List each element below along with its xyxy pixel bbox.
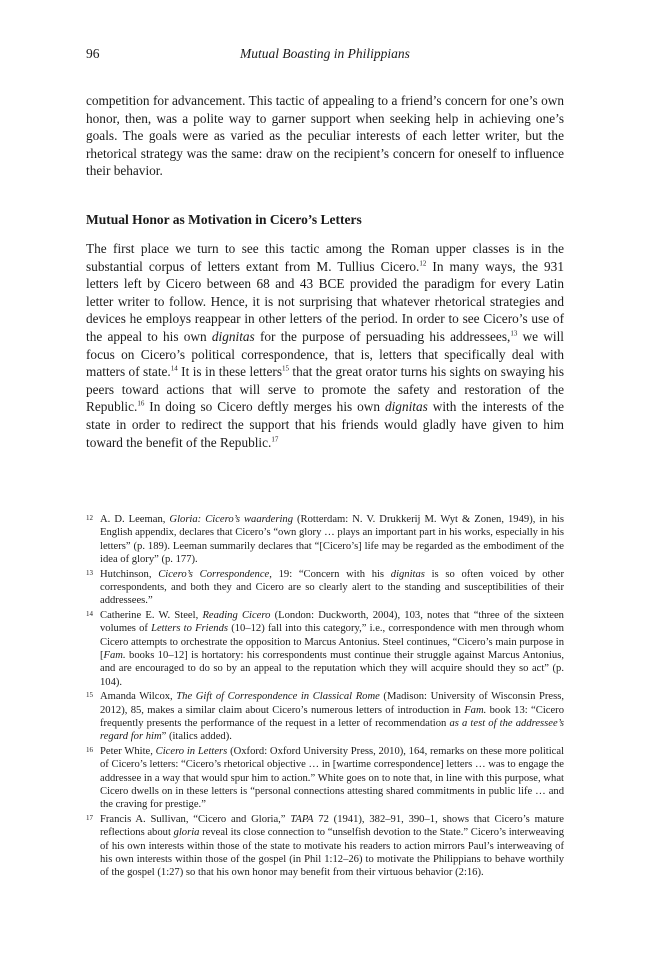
italic-term: dignitas <box>211 328 255 344</box>
note-title: Cicero’s Correspondence <box>158 568 270 580</box>
text-run: It is in these letters <box>177 364 282 380</box>
note-title: TAPA <box>290 814 314 826</box>
text-run: The first place we turn to see this tactic among the Roman upper classes is in the substantial corpus of letters extant from M. Tullius Cicero. <box>86 241 564 274</box>
footnote-ref-14[interactable]: 14 <box>170 364 178 373</box>
note-title: Cicero in Letters <box>155 746 228 758</box>
note-italic: Fam. <box>464 704 487 716</box>
note-italic: gloria <box>173 827 200 839</box>
text-run: for the purpose of persuading his addressees, <box>254 328 511 344</box>
footnote-number: 14 <box>86 610 93 619</box>
footnote-ref-13[interactable]: 13 <box>510 329 518 338</box>
note-text: , 19: “Concern with his <box>269 568 391 580</box>
note-text: (Oxford: Oxford University Press, 2010), 164, remarks on these more political of Cicero’s letters: “Cicero’s rhetorical objective … in [wartime correspondence] letters … was to engage the addressee in a way that would spur him to action.” White goes on to note that, in line with this purpose, what Cicero dwells on in these letters is “personal connections attesting shared commitments in public life … and the craving for prestige.” <box>100 746 565 811</box>
footnote-ref-15[interactable]: 15 <box>282 364 289 373</box>
note-text: is so often voiced by other correspondents, and both they and Cicero are so clearly alert to the standing and susceptibilities of their addressees.” <box>100 568 564 607</box>
note-text: books 10–12] is hortatory: his correspondents must continue their struggle against Marcus Antonius, and are encouraged to do so by an appeal to the reputation which they will acquire should they so act” (p. 104). <box>100 649 564 688</box>
footnote-16 <box>86 745 564 811</box>
note-title: The Gift of Correspondence in Classical Rome <box>176 691 380 703</box>
footnote-number: 16 <box>86 746 93 755</box>
paragraph-cicero <box>86 240 564 451</box>
footnote-13 <box>86 568 564 608</box>
note-text: ” (italics added). <box>161 731 232 743</box>
footnote-number: 15 <box>86 691 93 700</box>
footnote-ref-16[interactable]: 16 <box>137 399 145 408</box>
italic-term: dignitas <box>384 399 428 415</box>
note-text: Amanda Wilcox, <box>100 691 177 703</box>
text-run: that the great orator turns his sights on swaying his peers toward actions that will serve to promote the safety and restoration of the Republic. <box>86 364 564 415</box>
footnote-15 <box>86 690 564 743</box>
section-heading: Mutual Honor as Motivation in Cicero’s Letters <box>86 212 362 227</box>
footnote-ref-12[interactable]: 12 <box>419 259 427 268</box>
footnote-number: 12 <box>86 514 93 522</box>
footnote-14 <box>86 609 564 689</box>
note-text: 72 (1941), 382–91, 390–1, shows that Cicero’s mature reflections about <box>100 814 565 839</box>
footnote-number: 17 <box>86 814 93 823</box>
note-title: Reading Cicero <box>202 610 271 622</box>
footnote-12 <box>86 513 564 566</box>
paragraph-continued: competition for advancement. This tactic of appealing to a friend’s concern for one’s own honor, then, was a polite way to garner support when seeking help in achieving one’s goals. The goals were as varied as the peculiar interests of each letter writer, but the rhetorical strategy was the same: draw on the recipient’s concern for oneself to influence their behavior. <box>86 93 564 179</box>
text-run: we will focus on Cicero’s political correspondence, that is, letters that specifically deal with matters of state. <box>86 328 565 380</box>
note-text: A. D. Leeman, <box>100 514 170 525</box>
footnote-ref-17[interactable]: 17 <box>271 435 279 444</box>
note-text: (10–12) fall into this category,” i.e., correspondence with men through whom Cicero attempts to orchestrate the opposition to Marcus Antonius. Steel continues, “Cicero’s main purpose in [ <box>100 623 565 661</box>
text-run: In many ways, the 931 letters left by Cicero between 68 and 43 BCE provided the paradigm for every Latin letter writer to follow. Hence, it is not surprising that whatever rhetorical strategies and devices he employs reappear in other letters of the period. In order to see Cicero’s use of the appeal to his own <box>86 258 564 344</box>
note-text: Peter White, <box>100 746 156 758</box>
text-run: with the interests of the state in order to redirect the support that his friends would gladly have given to him toward the benefit of the Republic. <box>86 399 565 450</box>
running-header <box>86 46 564 64</box>
text-run: In doing so Cicero deftly merges his own <box>144 399 385 415</box>
footnotes <box>86 513 564 881</box>
note-italic: dignitas <box>390 568 425 580</box>
note-text: (London: Duckworth, 2004), 103, notes that “three of the sixteen volumes of <box>100 610 564 635</box>
running-title: Mutual Boasting in Philippians <box>240 46 410 61</box>
note-italic: Fam. <box>103 649 126 661</box>
note-text: (Rotterdam: N. V. Drukkerij M. Wyt & Zonen, 1949), in his English appendix, declares that Cicero’s “own glory … plays an important part in his works, especially in his letters” (p. 189). Leeman summarily declares that “[Cicero’s] life may be regarded as the embodiment of the idea of glory” (p. 177). <box>100 514 564 565</box>
note-text: Catherine E. W. Steel, <box>100 610 203 622</box>
note-italic: Letters to Friends <box>151 623 229 635</box>
note-text: (Madison: University of Wisconsin Press, 2012), 85, makes a similar claim about Cicero’s numerous letters of introduction in <box>100 691 564 716</box>
note-text: reveal its close connection to “unselfish devotion to the State.” Cicero’s interweaving of his own interests within those of the state to motivate his readers to action mirrors Paul’s interweaving of his own interests within those of the gospel (in Phil 1:12–26) to motivate the Philippians to behave worthily of the gospel (1:27) so that his own honor may benefit from their virtuous behavior (2:16). <box>100 827 565 879</box>
footnote-number: 13 <box>86 568 93 577</box>
note-text: Francis A. Sullivan, “Cicero and Gloria,” <box>100 814 291 826</box>
note-text: Hutchinson, <box>100 568 159 580</box>
footnote-17 <box>86 813 564 879</box>
note-italic: as a test of the addressee’s regard for him <box>100 717 564 743</box>
page-number: 96 <box>86 46 100 61</box>
note-text: book 13: “Cicero frequently presents the performance of the request in a letter of recommendation <box>100 704 564 729</box>
note-title: Gloria: Cicero’s waardering <box>169 514 294 525</box>
